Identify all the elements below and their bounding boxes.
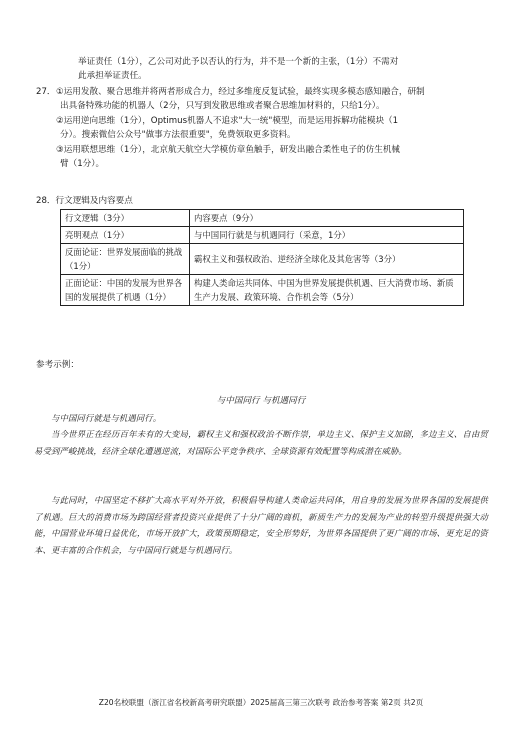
table-cell: 正面论证：中国的发展为世界各国的发展提供了机遇（1分） — [61, 275, 190, 306]
table-header-cell: 内容要点（9分） — [190, 210, 464, 227]
q27-item1-line2: 出具备特殊功能的机器人（2分，只写到发散思维或者聚合思维加材料的，只给1分）。 — [60, 101, 385, 111]
table-cell: 霸权主义和强权政治、逆经济全球化及其危害等（3分） — [190, 244, 464, 275]
essay-paragraph: 当今世界正在经历百年未有的大变局，霸权主义和强权政治不断作崇，单边主义、保护主义加剧，多边主义、自由贸易受到严峻挑战，经济全球化遭遇逆流，对国际公平竞争秩序、全球资源有效配置等构成潜在威胁。 — [34, 429, 488, 456]
q28-title: 28．行文逻辑及内容要点 — [36, 196, 133, 206]
table-header-cell: 行文逻辑（3分） — [61, 210, 190, 227]
table-row — [61, 244, 464, 275]
table-cell: 亮明观点（1分） — [61, 227, 190, 244]
page-footer: Z20名校联盟（浙江省名校新高考研究联盟）2025届高三第三次联考 政治参考答案 第2页 共2页 — [98, 698, 424, 707]
essay-paragraph: 与中国同行就是与机遇同行。 — [51, 413, 162, 423]
table-cell: 反面论证：世界发展面临的挑战（1分） — [61, 244, 190, 275]
example-label: 参考示例： — [36, 360, 79, 370]
table-cell: 与中国同行就是与机遇同行（采意，1分） — [190, 227, 464, 244]
logic-table — [60, 209, 464, 306]
q27-item1-line1: ①运用发散、聚合思维并将两者形成合力，经过多维度反复试验，最终实现多模态感知融合，研制 — [56, 87, 425, 97]
table-cell: 构建人类命运共同体、中国为世界发展提供机遇、巨大消费市场、新质生产力发展、政策环境、合作机会等（5分） — [190, 275, 464, 306]
essay-title: 与中国同行 与机遇同行 — [216, 396, 306, 406]
q27-item2-line1: ②运用逆向思维（1分），Optimus机器人不追求"大一统"模型，而是运用拆解功能模块（1 — [56, 116, 399, 126]
table-row — [61, 275, 464, 306]
q27-item3-line1: ③运用联想思维（1分），北京航天航空大学模仿章鱼触手，研发出融合柔性电子的仿生机械 — [56, 145, 401, 155]
essay-paragraph: 与此同时，中国坚定不移扩大高水平对外开放，积极倡导构建人类命运共同体，用自身的发展为世界各国的发展提供了机遇。巨大的消费市场为跨国经营者投资兴业提供了十分广阔的商机，新质生产力的发展为产业的转型升级提供强大动能，中国营业环境日益优化，市场开放扩大，政策预期稳定，安全形势好，为世界各国提供了更广阔的市场、更充足的资本、更丰富的合作机会，与中国同行就是与机遇同行。 — [34, 495, 488, 555]
q26-tail-line2: 此承担举证责任。 — [78, 71, 147, 81]
q27-item3-line2: 臂（1分）。 — [60, 159, 105, 169]
q26-tail-line1: 举证责任（1分），乙公司对此予以否认的行为，并不是一个新的主张，（1分）不需对 — [78, 57, 399, 67]
q27-item2-line2: 分）。搜索微信公众号"做事方法很重要"，免费领取更多资料。 — [60, 130, 296, 140]
table-header-row — [61, 210, 464, 227]
q27-number: 27． — [36, 87, 56, 97]
table-row — [61, 227, 464, 244]
